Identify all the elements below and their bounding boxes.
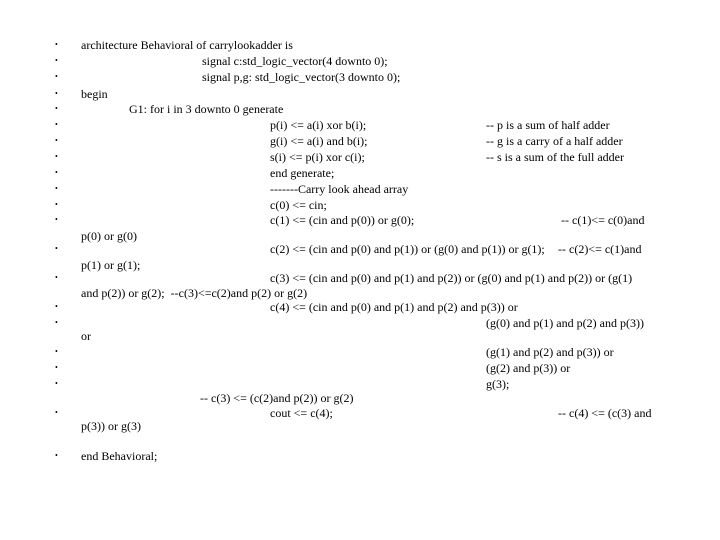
bullet: • xyxy=(55,89,58,98)
bullet: • xyxy=(55,152,58,161)
bullet: • xyxy=(55,56,58,65)
bullet: • xyxy=(55,168,58,177)
code-comment-c4-wrap: p(3)) or g(3) xyxy=(81,419,141,433)
bullet: • xyxy=(55,244,58,253)
code-line-c0: c(0) <= cin; xyxy=(270,198,327,212)
code-line-p: p(i) <= a(i) xor b(i); xyxy=(270,118,367,132)
bullet: • xyxy=(55,451,58,460)
code-line-signal-c: signal c:std_logic_vector(4 downto 0); xyxy=(202,54,388,68)
bullet: • xyxy=(55,302,58,311)
code-line-c1: c(1) <= (cin and p(0)) or g(0); xyxy=(270,213,415,227)
code-comment-c1-wrap: p(0) or g(0) xyxy=(81,229,137,243)
bullet: • xyxy=(55,408,58,417)
code-line-end-behavioral: end Behavioral; xyxy=(81,449,158,463)
bullet: • xyxy=(55,104,58,113)
code-line-cla-comment: -------Carry look ahead array xyxy=(270,182,409,196)
code-line-c4-term5: g(3); xyxy=(486,377,510,391)
bullet: • xyxy=(55,379,58,388)
code-comment-g: -- g is a carry of a half adder xyxy=(486,134,623,148)
code-comment-c2-wrap: p(1) or g(1); xyxy=(81,258,141,272)
code-line-c3: c(3) <= (cin and p(0) and p(1) and p(2)) or (g(0) and p(1) and p(2)) or (g(1) xyxy=(270,271,633,285)
code-comment-c4: -- c(4) <= (c(3) and xyxy=(558,406,652,420)
bullet: • xyxy=(55,318,58,327)
code-comment-c2: -- c(2)<= c(1)and xyxy=(558,242,642,256)
code-line-end-generate: end generate; xyxy=(270,166,335,180)
bullet: • xyxy=(55,200,58,209)
code-line-c2: c(2) <= (cin and p(0) and p(1)) or (g(0) and p(1)) or g(1); xyxy=(270,242,545,256)
bullet: • xyxy=(55,363,58,372)
bullet: • xyxy=(55,184,58,193)
code-line-generate: G1: for i in 3 downto 0 generate xyxy=(129,102,284,116)
bullet: • xyxy=(55,215,58,224)
code-line-c4-term2: (g(0) and p(1) and p(2) and p(3)) xyxy=(486,316,644,330)
code-line-g: g(i) <= a(i) and b(i); xyxy=(270,134,368,148)
bullet: • xyxy=(55,40,58,49)
code-line-c3-wrap: and p(2)) or g(2); --c(3)<=c(2)and p(2) or g(2) xyxy=(81,286,308,300)
code-line-c4-term3: (g(1) and p(2) and p(3)) or xyxy=(486,345,614,359)
bullet: • xyxy=(55,347,58,356)
bullet: • xyxy=(55,273,58,282)
code-line-cout: cout <= c(4); xyxy=(270,406,333,420)
code-comment-c1: -- c(1)<= c(0)and xyxy=(561,213,645,227)
code-line-c4-or: or xyxy=(81,329,91,343)
code-comment-c3-alt: -- c(3) <= (c(2)and p(2)) or g(2) xyxy=(200,391,354,405)
code-line-s: s(i) <= p(i) xor c(i); xyxy=(270,150,365,164)
bullet: • xyxy=(55,120,58,129)
code-line-architecture: architecture Behavioral of carrylookadder is xyxy=(81,38,293,52)
code-line-c4-term4: (g(2) and p(3)) or xyxy=(486,361,571,375)
code-line-c4: c(4) <= (cin and p(0) and p(1) and p(2) and p(3)) or xyxy=(270,300,518,314)
bullet: • xyxy=(55,72,58,81)
code-comment-p: -- p is a sum of half adder xyxy=(486,118,610,132)
bullet: • xyxy=(55,136,58,145)
code-line-signal-pg: signal p,g: std_logic_vector(3 downto 0); xyxy=(202,70,401,84)
code-comment-s: -- s is a sum of the full adder xyxy=(486,150,624,164)
code-line-begin: begin xyxy=(81,87,108,101)
